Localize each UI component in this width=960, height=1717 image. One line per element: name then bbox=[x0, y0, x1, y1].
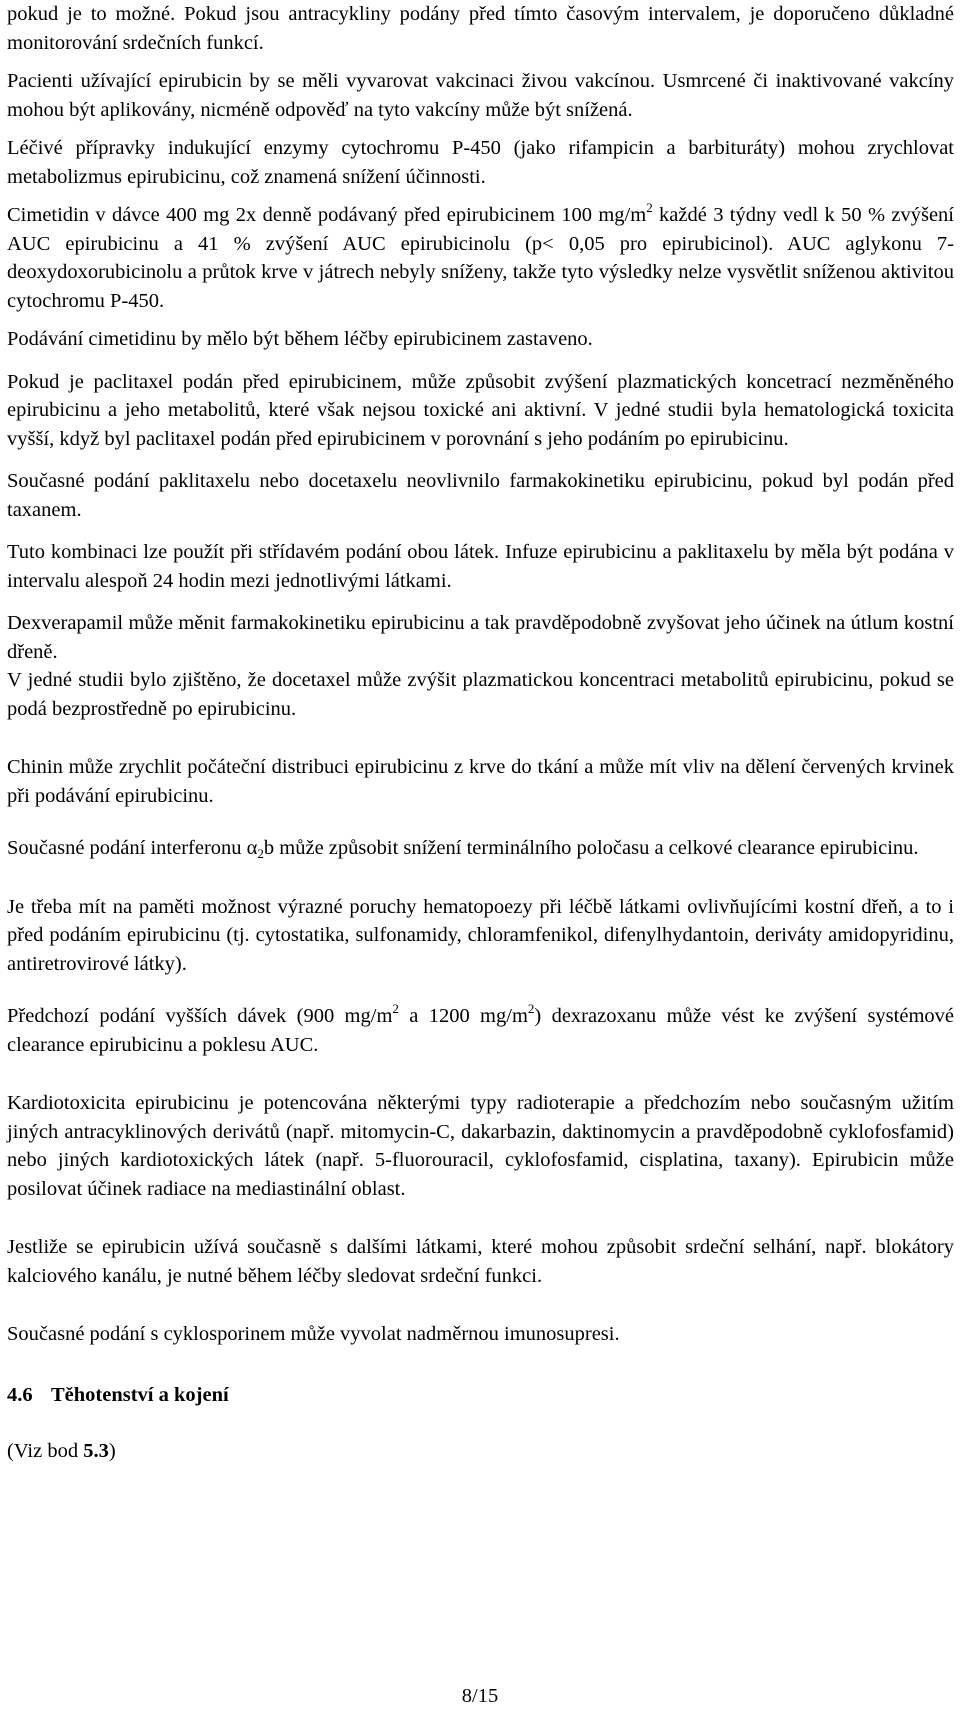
paragraph-interferon bbox=[7, 834, 954, 863]
section-title: Těhotenství a kojení bbox=[51, 1383, 229, 1406]
section-heading bbox=[7, 1381, 954, 1410]
paragraph-dexverapamil: Dexverapamil může měnit farmakokinetiku epirubicinu a tak pravděpodobně zvyšovat jeho účinek na útlum kostní dřeně. bbox=[7, 612, 954, 663]
dexrazoxane-text-b: a 1200 mg/m bbox=[398, 1005, 528, 1027]
paragraph-heart-failure-agents: Jestliže se epirubicin užívá současně s dalšími látkami, které mohou způsobit srdeční selhání, např. blokátory kalciového kanálu, je nutné během léčby sledovat srdeční funkci. bbox=[7, 1236, 954, 1287]
reference-suffix: ) bbox=[108, 1440, 116, 1462]
cimetidine-text-a: Cimetidin v dávce 400 mg 2x denně podávaný před epirubicinem 100 mg/m bbox=[7, 204, 647, 226]
paragraph-cyclosporine: Současné podání s cyklosporinem může vyvolat nadměrnou imunosupresi. bbox=[7, 1323, 620, 1345]
paragraph-cardiotoxicity: Kardiotoxicita epirubicinu je potencována některými typy radioterapie a předchozím nebo současným užitím jiných antracyklinových derivátů (např. mitomycin-C, dakarbazin, daktinomycin a pravděpodobně cyklofosfamid) nebo jiných kardiotoxických látek (např. 5-fluorouracil, cyklofosfamid, cisplatina, taxany). Epirubicin může posilovat účinek radiace na mediastinální oblast. bbox=[7, 1092, 954, 1200]
paragraph-cyp450-inducers: Léčivé přípravky indukující enzymy cytochromu P-450 (jako rifampicin a barbituráty) mohou zrychlovat metabolizmus epirubicinu, což znamená snížení účinnosti. bbox=[7, 137, 954, 188]
cimetidine-superscript: 2 bbox=[646, 200, 653, 215]
paragraph-cardiac-monitoring: pokud je to možné. Pokud jsou antracykliny podány před tímto časovým intervalem, je doporučeno důkladné monitorování srdečních funkcí. bbox=[7, 3, 954, 54]
reference-section-link: 5.3 bbox=[83, 1440, 109, 1462]
page-number: 8/15 bbox=[461, 1685, 499, 1707]
paragraph-stop-cimetidine: Podávání cimetidinu by mělo být během léčby epirubicinem zastaveno. bbox=[7, 328, 593, 350]
dexrazoxane-superscript-1: 2 bbox=[392, 1001, 399, 1016]
dexrazoxane-superscript-2: 2 bbox=[527, 1001, 535, 1016]
dexrazoxane-text-a: Předchozí podání vyšších dávek (900 mg/m bbox=[7, 1005, 393, 1027]
paragraph-cimetidine bbox=[7, 201, 954, 315]
interferon-text-a: Současné podání interferonu α bbox=[7, 837, 258, 859]
paragraph-quinine: Chinin může zrychlit počáteční distribuci epirubicinu z krve do tkání a může mít vliv na dělení červených krvinek při podávání epirubicinu. bbox=[7, 756, 954, 807]
dexrazoxane-text-c: ) dexrazoxanu může vést ke zvýšení systémové clearance epirubicinu a poklesu AUC. bbox=[7, 1005, 954, 1056]
paragraph-docetaxel-metabolites: V jedné studii bylo zjištěno, že docetaxel může zvýšit plazmatickou koncentraci metabolitů epirubicinu, pokud se podá bezprostředně po epirubicinu. bbox=[7, 669, 954, 720]
document-body bbox=[7, 0, 954, 1466]
paragraph-alternating-use: Tuto kombinaci lze použít při střídavém podání obou látek. Infuze epirubicinu a paklitaxelu by měla být podána v intervalu alespoň 24 hodin mezi jednotlivými látkami. bbox=[7, 541, 954, 592]
paragraph-paclitaxel: Pokud je paclitaxel podán před epirubicinem, může způsobit zvýšení plazmatických koncetrací nezměněného epirubicinu a jeho metabolitů, které však nejsou toxické ani aktivní. V jedné studii byla hematologická toxicita vyšší, když byl paclitaxel podán před epirubicinem v porovnání s jeho podáním po epirubicinu. bbox=[7, 370, 954, 450]
interferon-text-b: b může způsobit snížení terminálního poločasu a celkové clearance epirubicinu. bbox=[263, 837, 919, 859]
paragraph-docetaxel-pk: Současné podání paklitaxelu nebo docetaxelu neovlivnilo farmakokinetiku epirubicinu, pokud byl podán před taxanem. bbox=[7, 470, 954, 521]
reference-line bbox=[7, 1437, 954, 1466]
section-number: 4.6 bbox=[7, 1383, 33, 1406]
paragraph-hematopoiesis: Je třeba mít na paměti možnost výrazné poruchy hematopoezy při léčbě látkami ovlivňujícími kostní dřeň, a to i před podáním epirubicinu (tj. cytostatika, sulfonamidy, chloramfenikol, difenylhydantoin, deriváty amidopyridinu, antiretrovirové látky). bbox=[7, 895, 954, 975]
paragraph-dexrazoxane bbox=[7, 1002, 954, 1059]
cimetidine-text-b: každé 3 týdny vedl k 50 % zvýšení AUC epirubicinu a 41 % zvýšení AUC epirubicinolu (p< 0,05 pro epirubicinol). AUC aglykonu 7-deoxydoxorubicinolu a průtok krve v játrech nebyly sníženy, takže tyto výsledky nelze vysvětlit sníženou aktivitou cytochromu P-450. bbox=[7, 204, 954, 312]
paragraph-vaccines: Pacienti užívající epirubicin by se měli vyvarovat vakcinaci živou vakcínou. Usmrcené či inaktivované vakcíny mohou být aplikovány, nicméně odpověď na tyto vakcíny může být snížená. bbox=[7, 70, 954, 121]
reference-prefix: (Viz bod bbox=[7, 1440, 84, 1462]
interferon-subscript: 2 bbox=[257, 846, 264, 861]
